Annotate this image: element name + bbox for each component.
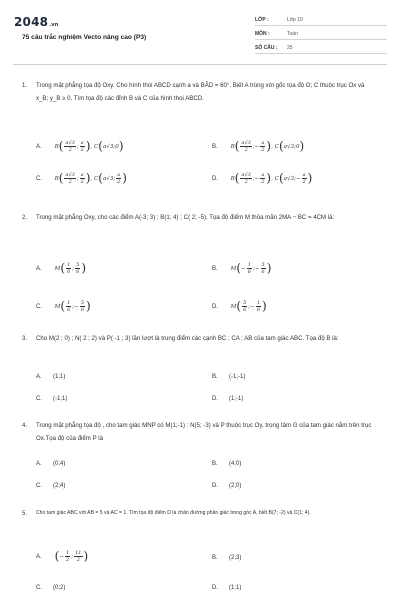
- option-formula: (− $\frac{1}{2}$ ; $\frac{11}{2}$ ): [54, 549, 89, 564]
- option-letter: B.: [212, 144, 218, 150]
- option-formula: M( $\frac{1}{6}$ ; $\frac{5}{6}$ ): [54, 261, 87, 276]
- question-text: Trong mặt phẳng Oxy, cho các điểm A(-3; 3) ; B(1; 4) ; C( 2; -5). Tọa độ điểm M thỏa mãn 2MA − BC = 4CM là:: [36, 214, 335, 221]
- option-letter: A.: [36, 461, 42, 467]
- option-d[interactable]: [212, 480, 241, 493]
- meta-value: 25: [287, 45, 293, 51]
- option-letter: D.: [212, 483, 218, 489]
- site-logo[interactable]: [14, 15, 59, 29]
- option-text: (-1;1): [53, 396, 68, 402]
- logo-suffix: .vn: [49, 22, 59, 28]
- option-formula: B( $\frac{a√3}{2}$ ;− $\frac{a}{2}$ ), C(a√3;− $\frac{a}{2}$ ): [230, 171, 313, 186]
- question-number: 4.: [22, 423, 28, 429]
- option-formula: M( $\frac{1}{6}$ ;− $\frac{5}{6}$ ): [54, 299, 91, 314]
- question-number: 1.: [22, 83, 28, 89]
- question-1: [22, 80, 378, 190]
- option-b[interactable]: [212, 140, 304, 154]
- option-d[interactable]: [212, 582, 241, 595]
- option-text: (0;2): [53, 585, 66, 591]
- option-letter: A.: [36, 144, 42, 150]
- option-letter: B.: [212, 555, 218, 561]
- option-c[interactable]: [36, 300, 91, 314]
- option-formula: B( $\frac{a√3}{2}$ ; $\frac{a}{2}$ ), C(a√3; $\frac{a}{2}$ ): [54, 171, 127, 186]
- option-a[interactable]: [36, 550, 88, 564]
- option-letter: C.: [36, 585, 42, 591]
- option-a[interactable]: [36, 371, 65, 384]
- meta-label: LỚP :: [255, 17, 269, 23]
- option-text: (2;3): [229, 555, 242, 561]
- question-text: Trong mặt phẳng tọa độ Oxy. Cho hình thoi ABCD cạnh a và BÂD = 60°. Biết A trùng với gốc tọa độ O; C thuộc trục Ox và x_B; y_B ≥ 0. Tìm tọa độ các đỉnh B và C của hình thoi ABCD.: [36, 82, 365, 102]
- option-letter: B.: [212, 266, 218, 272]
- option-d[interactable]: [212, 393, 243, 406]
- option-letter: D.: [212, 176, 218, 182]
- option-b[interactable]: [212, 371, 245, 384]
- question-5: [22, 508, 378, 598]
- option-letter: C.: [36, 304, 42, 310]
- option-letter: C.: [36, 483, 42, 489]
- option-letter: A.: [36, 266, 42, 272]
- meta-value: Toán: [287, 31, 298, 37]
- question-text: Trong mặt phẳng tọa độ , cho tam giác MNP có M(1;-1) : N(5; -3) và P thuộc trục Oy, trọng tâm G của tam giác nằm trên trục Ox.Tọa độ của điểm P là: [36, 422, 372, 442]
- option-text: (1;1): [229, 585, 242, 591]
- option-c[interactable]: [36, 172, 127, 186]
- option-text: (2;0): [229, 483, 242, 489]
- option-letter: B.: [212, 461, 218, 467]
- option-formula: M( $\frac{5}{6}$ ;− $\frac{1}{6}$ ): [230, 299, 267, 314]
- option-text: (-1;-1): [229, 374, 246, 380]
- question-3: [22, 333, 378, 413]
- option-text: (2;4): [53, 483, 66, 489]
- header-divider: [13, 64, 387, 65]
- option-text: (1;-1): [229, 396, 244, 402]
- option-text: (4;0): [229, 461, 242, 467]
- meta-value: Lớp 10: [287, 17, 303, 23]
- question-number: 5.: [22, 511, 28, 517]
- option-c[interactable]: [36, 480, 65, 493]
- question-number: 3.: [22, 336, 28, 342]
- option-a[interactable]: [36, 262, 86, 276]
- meta-label: MÔN :: [255, 31, 270, 37]
- option-letter: D.: [212, 585, 218, 591]
- meta-label: SỐ CÂU :: [255, 45, 278, 51]
- divider: [255, 39, 387, 40]
- question-number: 2.: [22, 215, 28, 221]
- option-text: (1;1): [53, 374, 66, 380]
- option-letter: A.: [36, 374, 42, 380]
- question-4: [22, 420, 378, 500]
- option-d[interactable]: [212, 300, 267, 314]
- option-formula: B( $\frac{a√3}{2}$ ;− $\frac{a}{2}$ ), C(a√3;0): [230, 139, 305, 154]
- option-letter: B.: [212, 374, 218, 380]
- option-b[interactable]: [212, 262, 271, 276]
- question-text: Cho M(2 ; 0) ; N( 2 ; 2) và P( -1 ; 3) lần lượt là trung điểm các cạnh BC ; CA ; AB của tam giác ABC. Tọa độ B là:: [36, 335, 339, 342]
- option-b[interactable]: [212, 458, 241, 471]
- option-c[interactable]: [36, 582, 65, 595]
- option-c[interactable]: [36, 393, 67, 406]
- option-d[interactable]: [212, 172, 312, 186]
- option-b[interactable]: [212, 552, 241, 565]
- divider: [255, 53, 387, 54]
- option-letter: D.: [212, 396, 218, 402]
- question-text: Cho tam giác ABC với AB = 5 và AC = 1. Tìm tọa độ điểm D là chân đường phân giác trong góc A, biết B(7; -2) và C(1; 4).: [36, 510, 311, 516]
- page-header: [0, 0, 400, 64]
- option-letter: C.: [36, 176, 42, 182]
- divider: [255, 25, 387, 26]
- question-2: [22, 212, 378, 322]
- option-a[interactable]: [36, 140, 124, 154]
- option-letter: C.: [36, 396, 42, 402]
- option-text: (0;4): [53, 461, 66, 467]
- option-letter: A.: [36, 554, 42, 560]
- option-a[interactable]: [36, 458, 65, 471]
- logo-text: 2048: [14, 15, 49, 29]
- option-formula: M(− $\frac{1}{6}$ ;− $\frac{5}{6}$ ): [230, 261, 272, 276]
- document-title: 75 câu trắc nghiệm Vecto nâng cao (P3): [22, 34, 147, 41]
- option-formula: B( $\frac{a√3}{2}$ ; $\frac{a}{2}$ ), C(a√3;0): [54, 139, 124, 154]
- option-letter: D.: [212, 304, 218, 310]
